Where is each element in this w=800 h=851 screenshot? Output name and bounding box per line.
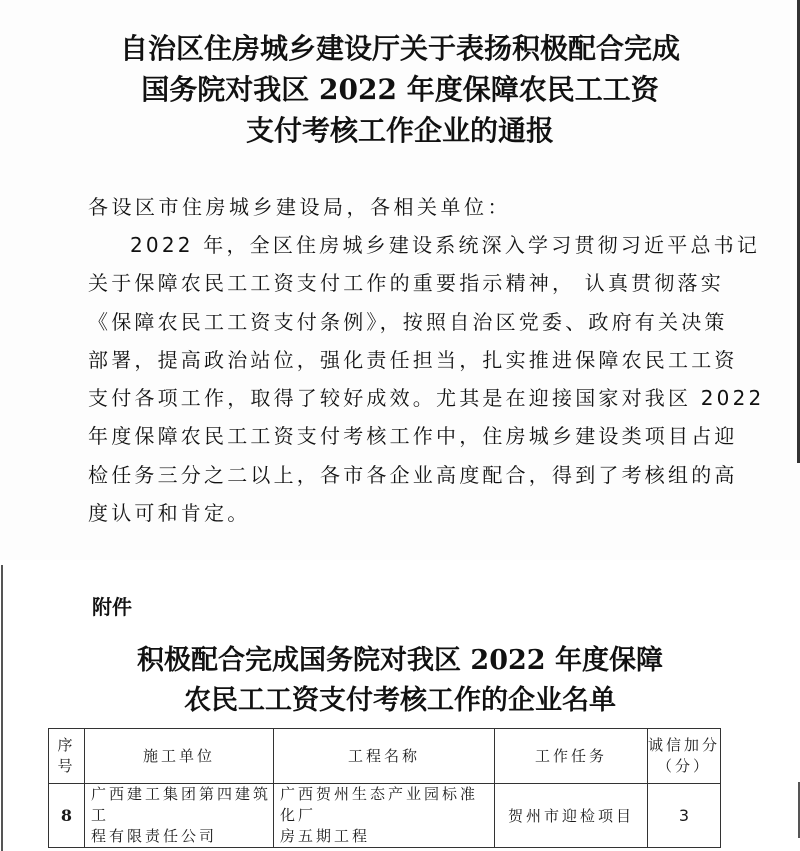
attachment-title [0, 641, 800, 721]
title-line: 自治区住房城乡建设厅关于表扬积极配合完成 [119, 32, 680, 65]
attachment-label: 附件 [92, 595, 132, 619]
cell-text: 房五期工程 [280, 827, 371, 845]
header-text: 序 [57, 736, 76, 754]
body-line: 部署，提高政治站位，强化责任担当，扎实推进保障农民工工资 [88, 347, 738, 372]
cell-company [85, 784, 274, 848]
title-line: 支付考核工作企业的通报 [245, 114, 554, 147]
header-task: 工作任务 [495, 729, 648, 784]
title-line: 国务院对我区 2022 年度保障农民工工资 [141, 73, 659, 106]
header-score [648, 729, 721, 784]
body-line: 2022 年，全区住房城乡建设系统深入学习贯彻习近平总书记 [130, 233, 761, 257]
cell-text: 广西建工集团第四建筑工 [91, 785, 272, 824]
cell-seq: 8 [49, 784, 85, 848]
body-paragraph [88, 226, 765, 532]
header-text: 诚信加分 [648, 736, 721, 754]
header-text: （分） [656, 757, 711, 775]
body-line: 《保障农民工工资支付条例》，按照自治区党委、政府有关决策 [88, 309, 728, 334]
header-text: 号 [57, 757, 76, 775]
cell-task: 贺州市迎检项目 [495, 784, 648, 848]
cell-score: 3 [648, 784, 721, 848]
body-line: 度认可和肯定。 [88, 501, 251, 526]
table-header-row [49, 729, 721, 784]
title-line: 积极配合完成国务院对我区 2022 年度保障 [137, 645, 663, 676]
document-title [0, 28, 800, 151]
body-line: 检任务三分之二以上，各市各企业高度配合，得到了考核组的高 [88, 462, 738, 487]
cell-text: 程有限责任公司 [91, 827, 218, 845]
table-row [49, 784, 721, 848]
header-seq [49, 729, 85, 784]
header-project: 工程名称 [274, 729, 495, 784]
cell-project [274, 784, 495, 848]
body-line: 关于保障农民工工资支付工作的重要指示精神， 认真贯彻落实 [88, 271, 724, 296]
body-line: 年度保障农民工工资支付考核工作中，住房城乡建设类项目占迎 [88, 424, 738, 449]
cell-text: 广西贺州生态产业园标准化厂 [280, 785, 479, 824]
header-company: 施工单位 [85, 729, 274, 784]
salutation: 各设区市住房城乡建设局，各相关单位： [88, 195, 511, 219]
company-table [48, 728, 721, 848]
title-line: 农民工工资支付考核工作的企业名单 [184, 685, 616, 716]
body-line: 支付各项工作，取得了较好成效。尤其是在迎接国家对我区 2022 [88, 386, 765, 411]
